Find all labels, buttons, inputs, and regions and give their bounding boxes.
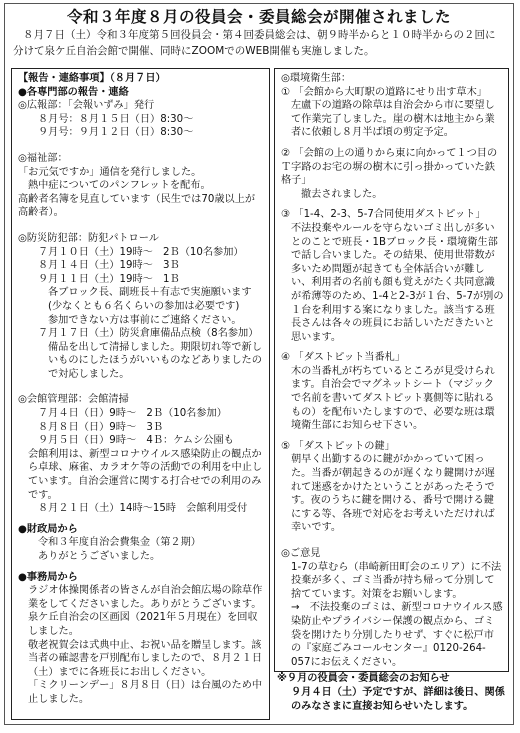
fukushi-line: 「お元気ですか」通信を発行しました。	[18, 166, 202, 178]
environment-item-4	[281, 351, 504, 365]
fukushi-line: 高齢者名簿を見直しています（民生では70歳以上が高齢者）。	[18, 193, 256, 219]
opinion-reply: → 不法投棄のゴミは、新型コロナウイルス感染防止やプライバシー保護の観点から、ゴミ袋を開けたり分別したりせず、すぐに松戸市の『家庭ごみコールセンター』0120-264-057にお伝えください。	[291, 602, 503, 668]
report-heading: 【報告・連絡事項】（８月７日）	[18, 73, 166, 84]
notice-body: ９月４日（土）予定ですが、詳細は後日、関係のみなさまに直接お知らせいたします。	[291, 687, 505, 712]
item-body: 不法投棄やルールを守らないゴミ出しが多いとのことで班長・1Bブロック長・環境衛生部で話し合いました。その結果、使用世帯数が多いため問題が起きても全体話合いが難しい、利用者の名前も顔も覚えがたく共同意識が希薄等のため、1-4と2-3が１台、5-7が別の１台を利用する案になりました。該当する班長さんは各々の班員にお話しいただきたいと思います。	[291, 222, 504, 343]
jimu-heading: ●事務局から	[18, 571, 78, 583]
environment-item-2	[281, 147, 504, 188]
zaimu-line: 令和３年度自治会費集金（第２期）	[38, 537, 201, 549]
jimu-paragraph: 泉ケ丘自治会の区画図（2021年５月現在）を回収しました。	[28, 612, 258, 637]
report-box	[11, 68, 270, 720]
patrol-note: (少なくとも６名くらいの参加は必要です)	[48, 300, 240, 312]
notice-title: ※９月の役員会・委員総会のお知らせ	[277, 673, 450, 684]
item-body: 木の当番札が朽ちているところが見受けられます。自治会でマグネットシート（マジックで名前を書いてダストピット裏側等に貼れるもの）を配布いたしますので、必要な班は環境衛生部にお知らせ下さい。	[291, 365, 495, 432]
item-number: ③	[281, 209, 291, 221]
inspection-note: 備品を出して清掃しました。期限切れ等で新しいものにしたほうがいいものなどありましたので対応しました。	[48, 341, 262, 380]
environment-item-1	[281, 86, 504, 100]
jimu-paragraph: 「ミクリーンデー」８月８日（日）は台風のため中止しました。	[28, 680, 263, 705]
cleaning-date: ９月５日（日）9時～ 4Ｂ：ケムシ公園も	[38, 435, 234, 447]
departments-heading: ●各専門部の報告・連絡	[18, 86, 129, 98]
item-title: 「会館の上の通りから東に向かって１つ目のＴ字路のお宅の塀の樹木に引っ掛かっていた鉄格子」	[281, 147, 498, 187]
environment-item-5	[281, 440, 504, 454]
item-number: ④	[281, 352, 291, 364]
item-body: 朝早く出勤するのに鍵がかかっていて困った。当番が朝起きるのが遅くなり鍵開けが遅れて迷惑をかけたということがあったそうです。夜のうちに鍵を開ける、番号で開ける鍵にする等、各班で対応をお考えいただければ幸いです。	[291, 454, 495, 534]
kouhou-line: ８月号：８月１５日（日）8:30～	[38, 113, 194, 125]
zaimu-heading: ●財政局から	[18, 523, 78, 535]
kaikan-heading: ◎会館管理部：会館清掃	[18, 394, 129, 406]
environment-box	[274, 68, 509, 672]
item-body: 左盧下の道路の除草は自治会から市に要望して作業完了しました。崖の樹木は地主から業者に依頼し８月半ば頃の剪定予定。	[291, 100, 495, 139]
opinion-heading: ◎ご意見	[281, 548, 321, 559]
zaimu-line: ありがとうございました。	[38, 551, 161, 562]
patrol-date: ８月１４日（土）19時～ 3Ｂ	[38, 260, 180, 272]
cleaning-date: ８月８日（日）9時～ 3Ｂ	[38, 421, 164, 433]
environment-item-3	[281, 208, 504, 222]
item-title: 「1-4、2-3、5-7合同使用ダストピット」	[293, 209, 486, 221]
item-body: 撤去されました。	[301, 188, 383, 200]
jimu-paragraph: ラジオ体操関係者の皆さんが自治会館広場の除草作業をしてくださいました。ありがとうございます。	[28, 585, 263, 610]
kouhou-line: ９月号：９月１２日（日）8:30～	[38, 127, 194, 139]
cleaning-date: ７月４日（日）9時～ 2Ｂ（10名参加）	[38, 408, 227, 420]
opinion-text: 1-7の草むら（串崎新田町会のエリア）に不法投棄が多く、ゴミ当番が持ち帰って分別して捨てています。対策をお願いします。	[291, 561, 502, 600]
item-number: ⑤	[281, 440, 291, 452]
item-title: 「ダストピット当番札」	[293, 352, 406, 364]
fukushi-heading: ◎福祉部：	[18, 152, 68, 164]
jimu-paragraph: 敬老祝賀会は式典中止、お祝い品を贈呈します。該当者の確認書を戸別配布しましたので、８月２１日（土）までに各班長にお出しください。	[28, 639, 263, 678]
inspection-date: ７月１７日（土）防災倉庫備品点検（8名参加）	[38, 328, 259, 340]
bouhan-heading: ◎防災防犯部：防犯パトロール	[18, 232, 159, 244]
kouhou-heading: ◎広報部：「会報いずみ」発行	[18, 100, 155, 112]
item-title: 「ダストピットの鍵」	[293, 440, 395, 452]
item-number: ②	[281, 147, 291, 159]
patrol-date: ７月１０日（土）19時～ 2Ｂ（10名参加）	[38, 246, 244, 258]
kaikan-reception: ８月２１日（土）14時～15時 会館利用受付	[38, 503, 248, 515]
patrol-note: 参加できない方は事前にご連絡ください。	[48, 314, 242, 326]
kaikan-note: 会館利用は、新型コロナウイルス感染防止の観点から卓球、麻雀、カラオケ等の活動での利用を中止しています。自治会運営に関する打合せでの利用のみです。	[28, 448, 263, 501]
fukushi-line: 熱中症についてのパンフレットを配布。	[28, 180, 211, 192]
next-meeting-notice	[277, 672, 511, 714]
page-title: 令和３年度８月の役員会・委員総会が開催されました	[66, 8, 451, 26]
environment-heading: ◎環境衛生部：	[281, 73, 352, 84]
newsletter-page	[4, 3, 514, 725]
patrol-date: ９月１１日（土）19時～ 1Ｂ	[38, 273, 180, 285]
item-title: 「会館から大町駅の道路にせり出す草木」	[293, 86, 487, 98]
item-number: ①	[281, 86, 291, 98]
intro-paragraph: ８月７日（土）令和３年度第５回役員会・第４回委員総会は、朝９時半からと１０時半からの２回に分けて泉ケ丘自治会館で開催、同時にZOOMでのWEB開催も実施しました。	[13, 29, 496, 57]
patrol-note: 各ブロック長、副班長＋有志で実施願います	[48, 287, 252, 299]
